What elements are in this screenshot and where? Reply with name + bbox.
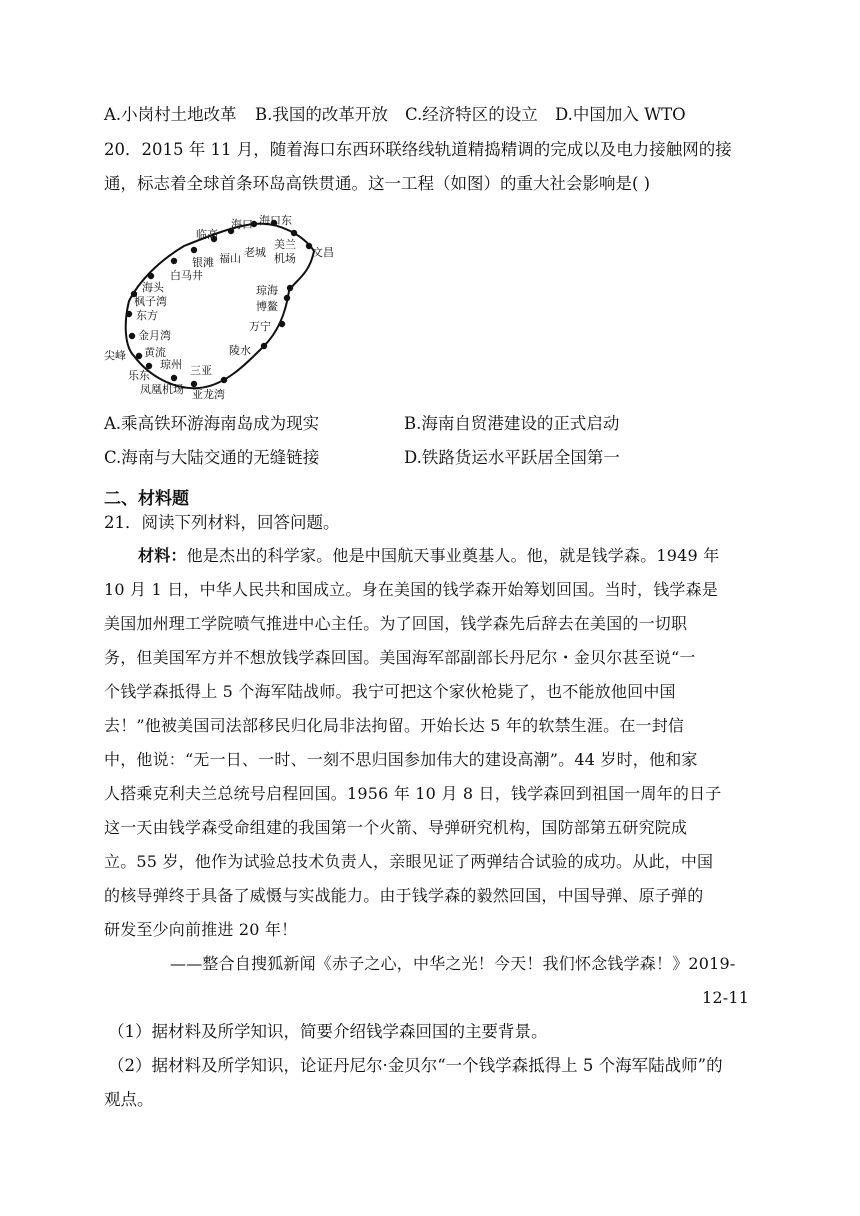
source-line: ——整合自搜狐新闻《赤子之心，中华之光！今天！我们怀念钱学森！》2019- (170, 954, 736, 973)
station-label: 白马井 (170, 269, 203, 282)
station-label: 三亚 (190, 364, 212, 377)
station-label: 银滩 (192, 256, 214, 269)
q21-subquestion-2: （2）据材料及所学知识，论证丹尼尔·金贝尔“一个钱学森抵得上 5 个海军陆战师”的 (108, 1056, 723, 1075)
station-label: 黄流 (144, 346, 166, 359)
q19-option-c: C.经济特区的设立 (405, 105, 538, 124)
station-label: 美兰 (274, 238, 296, 251)
material-line: 的核导弹终于具备了威慑与实战能力。由于钱学森的毅然回国，中国导弹、原子弹的 (104, 886, 704, 905)
q20-option-d: D.铁路货运水平跃居全国第一 (404, 448, 620, 467)
hainan-rail-map (104, 206, 354, 406)
q19-option-a: A.小岗村土地改革 (104, 105, 237, 124)
q20-stem-line1: 20．2015 年 11 月，随着海口东西环联络线轨道精捣精调的完成以及电力接触网的接 (104, 140, 732, 159)
q21-subquestion-2-cont: 观点。 (104, 1090, 154, 1109)
station-label: 金月湾 (138, 329, 171, 342)
station-label: 琼海 (256, 284, 278, 297)
material-line: 立。55 岁，他作为试验总技术负责人，亲眼见证了两弹结合试验的成功。从此，中国 (104, 852, 714, 871)
section-title: 二、材料题 (104, 489, 189, 509)
material-line: 去！”他被美国司法部移民归化局非法拘留。开始长达 5 年的软禁生涯。在一封信 (104, 716, 685, 735)
material-line: 研发至少向前推进 20 年！ (104, 920, 298, 939)
q21-intro: 21．阅读下列材料，回答问题。 (104, 513, 340, 532)
station-label: 琼州 (160, 358, 182, 371)
material-line: 美国加州理工学院喷气推进中心主任。为了回国，钱学森先后辞去在美国的一切职 (104, 614, 688, 633)
station-label: 陵水 (229, 344, 251, 357)
station-label: 乐东 (128, 369, 150, 382)
station-label: 福山 (219, 252, 241, 265)
material-line: 中，他说：“无一日、一时、一刻不思归国参加伟大的建设高潮”。44 岁时，他和家 (104, 750, 698, 769)
station-label: 尖峰 (104, 349, 126, 362)
station-label: 枫子湾 (134, 295, 167, 308)
material-line: 务，但美国军方并不想放钱学森回国。美国海军部副部长丹尼尔・金贝尔甚至说“一 (104, 648, 696, 667)
station-label: 海口 (231, 218, 253, 231)
material-line: 材料：他是杰出的科学家。他是中国航天事业奠基人。他，就是钱学森。1949 年 (138, 546, 720, 565)
station-label: 机场 (274, 252, 296, 265)
station-label: 亚龙湾 (192, 388, 225, 401)
station-label: 凤凰机场 (140, 383, 184, 396)
station-label: 老城 (244, 246, 266, 259)
station-label: 东方 (136, 309, 158, 322)
material-line: 人搭乘克利夫兰总统号启程回国。1956 年 10 月 8 日，钱学森回到祖国一周年的日子 (104, 784, 722, 803)
station-label: 万宁 (249, 320, 271, 333)
q20-option-c: C.海南与大陆交通的无缝链接 (104, 448, 320, 467)
station-label: 海头 (142, 281, 164, 294)
material-label: 材料： (138, 546, 187, 565)
source-date: 12-11 (702, 988, 750, 1007)
material-line: 10 月 1 日，中华人民共和国成立。身在美国的钱学森开始筹划回国。当时，钱学森是 (104, 580, 718, 599)
material-line: 这一天由钱学森受命组建的我国第一个火箭、导弹研究机构，国防部第五研究院成 (104, 818, 688, 837)
q20-stem-line2: 通，标志着全球首条环岛高铁贯通。这一工程（如图）的重大社会影响是( ) (104, 174, 651, 193)
station-label: 文昌 (312, 246, 334, 259)
material-line: 个钱学森抵得上 5 个海军陆战师。我宁可把这个家伙枪毙了，也不能放他回中国 (104, 682, 676, 701)
q19-option-d: D.中国加入 WTO (555, 105, 686, 124)
station-label: 海口东 (259, 214, 292, 227)
station-label: 临高 (196, 228, 218, 241)
station-label: 博鳌 (256, 300, 278, 313)
q20-option-b: B.海南自贸港建设的正式启动 (404, 414, 620, 433)
q19-option-b: B.我国的改革开放 (255, 105, 388, 124)
q20-option-a: A.乘高铁环游海南岛成为现实 (104, 414, 320, 433)
q21-subquestion-1: （1）据材料及所学知识，简要介绍钱学森回国的主要背景。 (108, 1022, 548, 1041)
